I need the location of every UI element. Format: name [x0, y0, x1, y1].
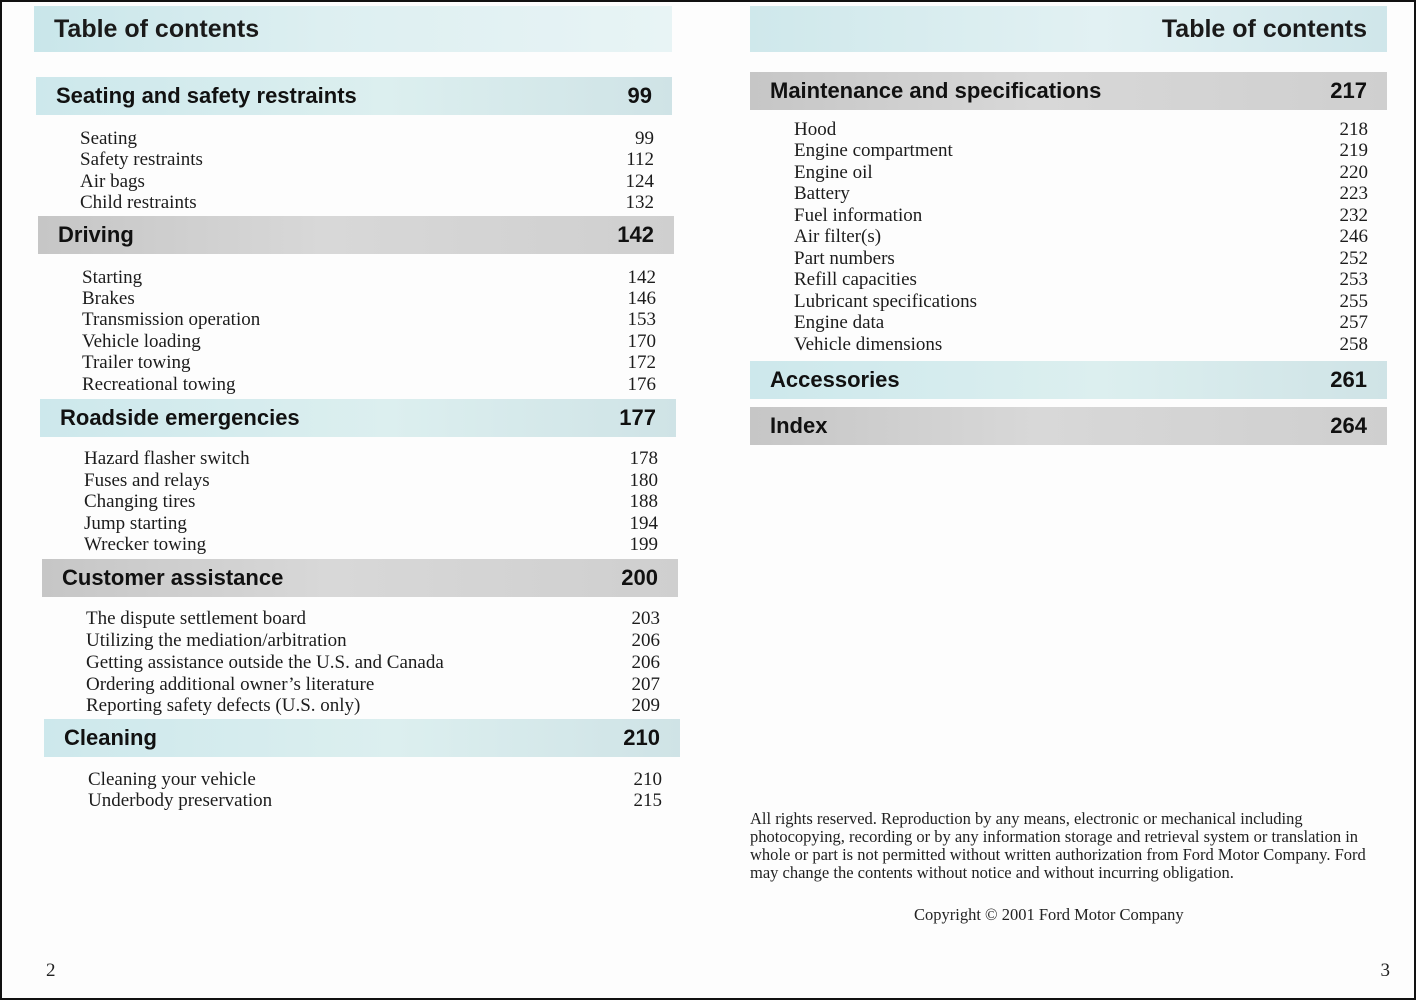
entry-label: Hazard flasher switch: [84, 448, 250, 469]
section-page: 142: [617, 222, 654, 247]
entry-label: Jump starting: [84, 513, 187, 534]
entry-label: Trailer towing: [82, 352, 191, 373]
toc-entry[interactable]: [80, 171, 654, 193]
entry-label: Fuses and relays: [84, 470, 210, 491]
entry-label: Vehicle dimensions: [794, 334, 943, 355]
toc-entry[interactable]: [84, 491, 658, 513]
left-page: [2, 2, 707, 998]
toc-entry[interactable]: [794, 162, 1368, 184]
toc-entry[interactable]: [86, 674, 660, 696]
entry-page: 142: [627, 267, 656, 288]
section-title: Driving: [58, 222, 134, 247]
entry-page: 178: [629, 448, 658, 469]
entry-label: Utilizing the mediation/arbitration: [86, 630, 347, 651]
toc-entry[interactable]: [84, 448, 658, 470]
entry-label: Brakes: [82, 288, 135, 309]
entry-label: Underbody preservation: [88, 790, 273, 811]
entry-page: 132: [625, 192, 654, 213]
entry-label: Battery: [794, 183, 850, 204]
toc-entry[interactable]: [86, 608, 660, 630]
entry-page: 246: [1339, 226, 1368, 247]
toc-entry[interactable]: [82, 352, 656, 374]
toc-entry[interactable]: [794, 226, 1368, 248]
toc-entry[interactable]: [794, 183, 1368, 205]
entry-page: 99: [635, 128, 654, 149]
toc-entry[interactable]: [82, 288, 656, 310]
toc-entry[interactable]: [84, 470, 658, 492]
entry-label: Seating: [80, 128, 137, 149]
section-customer-assistance[interactable]: [42, 559, 678, 597]
toc-entry[interactable]: [794, 312, 1368, 334]
section-page: 99: [627, 83, 652, 108]
toc-entry[interactable]: [794, 334, 1368, 356]
entry-label: Vehicle loading: [82, 331, 201, 352]
entry-page: 176: [627, 374, 656, 395]
entry-page: 210: [633, 769, 662, 790]
entry-page: 223: [1339, 183, 1368, 204]
entry-label: Air bags: [80, 171, 145, 192]
section-page: 261: [1330, 367, 1367, 392]
copyright-line: Copyright © 2001 Ford Motor Company: [914, 905, 1184, 924]
toc-entry[interactable]: [86, 630, 660, 652]
toc-entry[interactable]: [82, 374, 656, 396]
page-number: 3: [1380, 960, 1390, 981]
entry-page: 170: [627, 331, 656, 352]
toc-entry[interactable]: [794, 119, 1368, 141]
entry-label: Reporting safety defects (U.S. only): [86, 695, 361, 716]
entry-label: Recreational towing: [82, 374, 236, 395]
entry-label: Wrecker towing: [84, 534, 207, 555]
entry-page: 194: [629, 513, 658, 534]
section-roadside-emergencies[interactable]: [40, 399, 676, 437]
entry-label: The dispute settlement board: [86, 608, 307, 629]
entry-label: Air filter(s): [794, 226, 882, 247]
entry-label: Transmission operation: [82, 309, 261, 330]
section-page: 177: [619, 405, 656, 430]
section-title: Seating and safety restraints: [56, 83, 357, 108]
toc-entry[interactable]: [794, 269, 1368, 291]
page-number: 2: [46, 960, 56, 981]
section-page: 264: [1330, 413, 1367, 438]
toc-entry[interactable]: [88, 790, 662, 812]
entry-page: 232: [1339, 205, 1368, 226]
toc-entry[interactable]: [84, 534, 658, 556]
section-title: Customer assistance: [62, 565, 284, 590]
section-page: 210: [623, 725, 660, 750]
entry-label: Hood: [794, 119, 837, 140]
section-seating-and-safety-restraints[interactable]: [36, 77, 672, 115]
right-page: [707, 2, 1414, 998]
toc-entry[interactable]: [82, 331, 656, 353]
entry-label: Fuel information: [794, 205, 923, 226]
entry-page: 253: [1339, 269, 1368, 290]
entry-page: 257: [1339, 312, 1368, 333]
toc-entry[interactable]: [80, 149, 654, 171]
entry-page: 203: [631, 608, 660, 629]
toc-entry[interactable]: [80, 128, 654, 150]
section-driving[interactable]: [38, 216, 674, 254]
entry-page: 215: [633, 790, 662, 811]
entry-page: 258: [1339, 334, 1368, 355]
toc-entry[interactable]: [794, 205, 1368, 227]
toc-entry[interactable]: [84, 513, 658, 535]
entry-label: Safety restraints: [80, 149, 203, 170]
entry-page: 180: [629, 470, 658, 491]
entry-label: Engine oil: [794, 162, 873, 183]
section-title: Maintenance and specifications: [770, 78, 1102, 103]
section-title: Index: [770, 413, 828, 438]
toc-entry[interactable]: [88, 769, 662, 791]
entry-page: 255: [1339, 291, 1368, 312]
section-title: Cleaning: [64, 725, 157, 750]
section-accessories[interactable]: [750, 361, 1387, 399]
entry-label: Refill capacities: [794, 269, 917, 290]
section-page: 200: [621, 565, 658, 590]
entry-page: 218: [1339, 119, 1368, 140]
toc-entry[interactable]: [80, 192, 654, 214]
entry-page: 112: [626, 149, 654, 170]
entry-page: 188: [629, 491, 658, 512]
entry-page: 252: [1339, 248, 1368, 269]
page-title: Table of contents: [34, 6, 672, 52]
entry-label: Engine data: [794, 312, 885, 333]
page-title: Table of contents: [750, 6, 1387, 52]
section-page: 217: [1330, 78, 1367, 103]
entry-label: Engine compartment: [794, 140, 953, 161]
entry-label: Cleaning your vehicle: [88, 769, 256, 790]
toc-entry[interactable]: [794, 291, 1368, 313]
section-cleaning[interactable]: [44, 719, 680, 757]
section-title: Accessories: [770, 367, 900, 392]
entry-page: 219: [1339, 140, 1368, 161]
entry-page: 172: [627, 352, 656, 373]
legal-notice: All rights reserved. Reproduction by any means, electronic or mechanical including photocopying, recording or by any information storage and retrieval system or translation in whole or part is not permitted without written authorization from Ford Motor Company. Ford may change the contents without notice and without incurring obligation.: [750, 809, 1366, 882]
entry-page: 124: [625, 171, 654, 192]
entry-label: Part numbers: [794, 248, 895, 269]
section-index[interactable]: [750, 407, 1387, 445]
toc-entry[interactable]: [86, 695, 660, 717]
entry-page: 220: [1339, 162, 1368, 183]
entry-page: 206: [631, 652, 660, 673]
entry-label: Ordering additional owner’s literature: [86, 674, 375, 695]
entry-page: 153: [627, 309, 656, 330]
entry-label: Child restraints: [80, 192, 197, 213]
toc-entry[interactable]: [86, 652, 660, 674]
entry-label: Lubricant specifications: [794, 291, 978, 312]
entry-page: 146: [627, 288, 656, 309]
toc-entry[interactable]: [82, 267, 656, 289]
section-maintenance-and-specifications[interactable]: [750, 72, 1387, 110]
entry-page: 209: [631, 695, 660, 716]
entry-label: Getting assistance outside the U.S. and Canada: [86, 652, 444, 673]
entry-page: 207: [631, 674, 660, 695]
toc-entry[interactable]: [794, 248, 1368, 270]
entry-label: Changing tires: [84, 491, 196, 512]
toc-entry[interactable]: [82, 309, 656, 331]
entry-label: Starting: [82, 267, 143, 288]
entry-page: 199: [629, 534, 658, 555]
section-title: Roadside emergencies: [60, 405, 300, 430]
toc-entry[interactable]: [794, 140, 1368, 162]
entry-page: 206: [631, 630, 660, 651]
